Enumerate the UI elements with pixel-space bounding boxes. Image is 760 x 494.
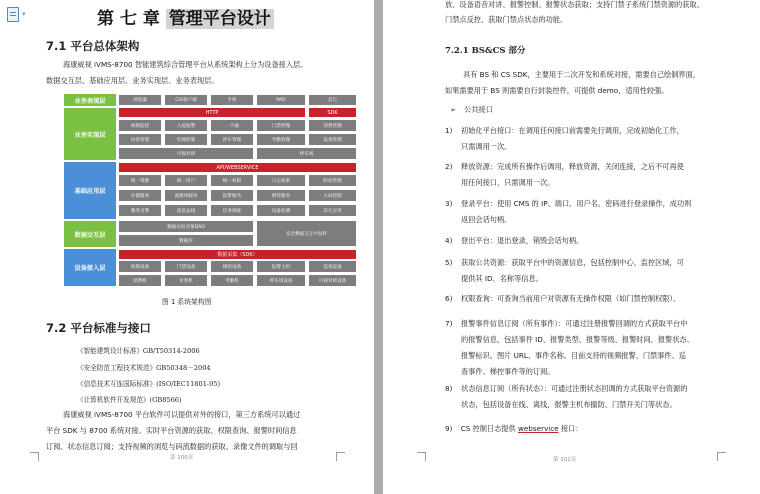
document-icon[interactable] — [7, 7, 19, 22]
diagram-cell: 报警服务 — [211, 190, 253, 201]
data-collection-sdk-bar: 数据采集（SDK） — [119, 250, 356, 259]
diagram-cell: 视频监控 — [119, 120, 161, 131]
paragraph-line: 数据交互层、基础应用层、业务实现层、业务表现层。 — [46, 76, 219, 85]
diagram-cell: 存储服务 — [119, 190, 161, 201]
diagram-cell: 停车场 — [257, 148, 356, 159]
subsection-heading: 7.2.1 BS&CS 部分 — [445, 46, 526, 56]
document-page-right — [383, 0, 760, 494]
paragraph-line: 海康威视 iVMS-8700 平台软件可以提供对外的接口，第三方系统可以通过 — [63, 410, 301, 419]
api-webservice-bar: API/WEBSERVICE — [119, 163, 356, 172]
list-item-line: 的报警信息，包括事件 ID、报警类型、报警等级、报警时间、报警状态、 — [461, 335, 694, 344]
http-bar: HTTP — [119, 108, 305, 117]
chapter-name-selected: 管理平台设计 — [166, 9, 274, 29]
list-item-line: 提供其 ID、名称等信息。 — [461, 274, 543, 283]
diagram-cell: 消息总线 — [165, 205, 207, 216]
standard-reference: 《智能建筑设计标准》GB/T50314-2006 — [77, 347, 200, 355]
list-item-line: 获取公共资源：获取平台中的资源信息，包括控制中心、监控区域，可 — [461, 258, 684, 267]
list-text: CS 控制日志提供 — [460, 424, 518, 433]
paragraph-line: 平台 SDK 与 8700 系统对接。实时平台资源的获取、权限查询、报警时间信息 — [46, 426, 297, 435]
list-number: 8) — [445, 384, 453, 393]
section-heading: 7.2 平台标准与接口 — [46, 321, 151, 335]
diagram-cell: 统一用户 — [165, 175, 207, 186]
list-item-line: 登录平台：使用 CMS 的 IP、端口、用户名、密码进行登录操作，成功则 — [461, 199, 692, 208]
list-number: 1) — [445, 126, 453, 135]
list-item-line: 返回会话句柄。 — [461, 215, 512, 224]
diagram-cell: 设备检测 — [257, 205, 305, 216]
diagram-cell: 可视对讲 — [119, 148, 253, 159]
paragraph-line: 门禁点反控、获取门禁点状态的功能。 — [445, 15, 568, 24]
list-number: 2) — [445, 162, 453, 171]
page-number: 第 101页 — [553, 457, 577, 463]
paragraph-line: 订阅、状态信息订阅；支持视频的浏览与码流数据的获取、录像文件的调取与回 — [46, 442, 298, 451]
diagram-cell: 可视对讲设备 — [309, 275, 356, 286]
diagram-cell: 数据库 — [119, 235, 253, 246]
list-item-line: 查事件、梯控事件等的订阅。 — [461, 367, 555, 376]
diagram-cell: 网管服务 — [257, 190, 305, 201]
section-heading: 7.1 平台总体架构 — [46, 39, 140, 53]
layer-label-access: 设备接入层 — [64, 249, 116, 286]
diagram-cell: 日志检索 — [257, 175, 305, 186]
diagram-cell: 巡查管理 — [309, 134, 356, 145]
diagram-cell: 考勤机 — [211, 275, 253, 286]
diagram-cell: 服务引擎 — [119, 205, 161, 216]
diagram-cell: 统一资源 — [119, 175, 161, 186]
list-item-line: 用任何接口，只需调用一次。 — [461, 178, 555, 187]
chevron-down-icon[interactable]: ▾ — [22, 10, 26, 18]
paragraph-line: 如果需要用于 BS 则需要自行封装控件，可提供 demo，适用性较强。 — [445, 86, 669, 95]
list-number: 6) — [445, 294, 453, 303]
architecture-diagram — [64, 94, 356, 288]
diagram-cell: 安全数据交互中间件 — [257, 221, 356, 246]
list-item-line: 报警事件信息订阅（所有事件）：可通过注册报警回调的方式获取平台中 — [461, 319, 688, 328]
margin-corner-mark — [717, 452, 726, 461]
diagram-cell: 梯控设备 — [211, 261, 253, 272]
page-number: 第 100页 — [170, 455, 194, 461]
list-number: 7) — [445, 319, 453, 328]
bullet-arrow-icon: ➢ — [450, 106, 456, 114]
diagram-cell: 视频设备 — [119, 261, 161, 272]
list-item-line: 状态信息订阅（所有状态）：可通过注册状态回调的方式获取平台资源的 — [461, 384, 688, 393]
diagram-cell: 消费机 — [119, 275, 161, 286]
diagram-cell: 一卡通 — [211, 120, 253, 131]
list-item-line: 报警标识、图片 URL、事件名称。目前支持的视频报警、门禁事件、巡 — [461, 351, 686, 360]
diagram-cell: C/S客户端 — [165, 95, 207, 105]
diagram-cell: 其它 — [309, 95, 356, 105]
diagram-cell: 其它应用 — [309, 205, 356, 216]
diagram-cell: PAD — [257, 95, 305, 105]
diagram-cell: 访客管理 — [119, 134, 161, 145]
list-number: 5) — [445, 258, 453, 267]
list-item-line: 初始化平台接口：在调用任何接口前需要先行调用，完成初始化工作， — [461, 126, 684, 135]
diagram-cell: 电梯控制 — [165, 134, 207, 145]
list-number: 9) — [445, 424, 453, 433]
list-number: 4) — [445, 236, 453, 245]
diagram-cell: 入侵报警 — [165, 120, 207, 131]
standard-reference: 《安全防范工程技术规范》GB50348－2004 — [77, 364, 211, 372]
standard-reference: 《计算机软件开发规范》(GB8566) — [77, 396, 182, 404]
list-item-line: 只需调用一次。 — [461, 142, 512, 151]
chapter-title — [97, 4, 274, 29]
figure-caption: 图 1 系统架构图 — [162, 298, 212, 306]
list-item-line: 状态，包括设备在线、离线，报警主机布撤防、门禁开关门等状态。 — [461, 400, 677, 409]
bullet-item — [450, 105, 493, 115]
margin-corner-mark — [30, 452, 39, 461]
diagram-cell: 报警主机 — [257, 261, 305, 272]
diagram-cell: 统一权限 — [211, 175, 253, 186]
margin-corner-mark — [417, 452, 426, 461]
sdk-bar: SDK — [309, 108, 356, 117]
paragraph-line: 海康威视 iVMS-8700 智能建筑综合管理平台从系统架构上分为设备接入层、 — [63, 60, 308, 69]
layer-label-presentation: 业务表现层 — [64, 94, 116, 106]
diagram-cell: 停车场设备 — [257, 275, 305, 286]
document-page-left — [0, 0, 374, 494]
paragraph-line: 放、设备语音对讲、报警控制、报警状态获取；支持门禁子系统门禁资源的获取、 — [445, 0, 704, 9]
diagram-cell: 门禁管理 — [257, 120, 305, 131]
list-item — [445, 424, 582, 434]
standard-reference: 《信息技术互连国际标准》(ISO/IEC11801-95) — [77, 380, 221, 388]
margin-corner-mark — [336, 452, 345, 461]
diagram-cell: 流媒体服务 — [165, 190, 207, 201]
diagram-cell: 数据访问对象DAO — [119, 221, 253, 232]
diagram-cell: 大屏控制 — [309, 190, 356, 201]
list-number: 3) — [445, 199, 453, 208]
diagram-cell: 停车管理 — [211, 134, 253, 145]
chapter-number: 第 七 章 — [97, 9, 160, 29]
layer-label-business: 业务实现层 — [64, 108, 116, 160]
layer-label-exchange: 数据交互层 — [64, 221, 116, 247]
diagram-cell: 访客机 — [165, 275, 207, 286]
list-item-line: 登出平台：退出登录，销毁会话句柄。 — [461, 236, 584, 245]
list-text: 接口： — [558, 424, 583, 433]
webservice-link[interactable]: webservice — [517, 424, 559, 433]
layer-label-application: 基础应用层 — [64, 162, 116, 219]
list-item-line: 释放资源：完成所有操作后调用，释放资源，关闭连接，之后不可再使 — [461, 162, 684, 171]
diagram-cell: 门禁设备 — [165, 261, 207, 272]
diagram-cell: 浏览器 — [119, 95, 161, 105]
paragraph-line: 具有 BS 和 CS SDK，主要用于二次开发和系统对接，需要自己绘制界面， — [463, 70, 700, 79]
list-item-line: 权限查询：可查询当前用户对资源有无操作权限（如门禁控制权限）。 — [461, 294, 681, 303]
diagram-cell: 考勤管理 — [257, 134, 305, 145]
diagram-cell: 联动管理 — [309, 175, 356, 186]
diagram-cell: 手机 — [211, 95, 253, 105]
diagram-cell: 巡查设备 — [309, 261, 356, 272]
diagram-cell: 任务调度 — [211, 205, 253, 216]
diagram-cell: 消费管理 — [309, 120, 356, 131]
bullet-heading: 公共接口 — [464, 105, 493, 114]
